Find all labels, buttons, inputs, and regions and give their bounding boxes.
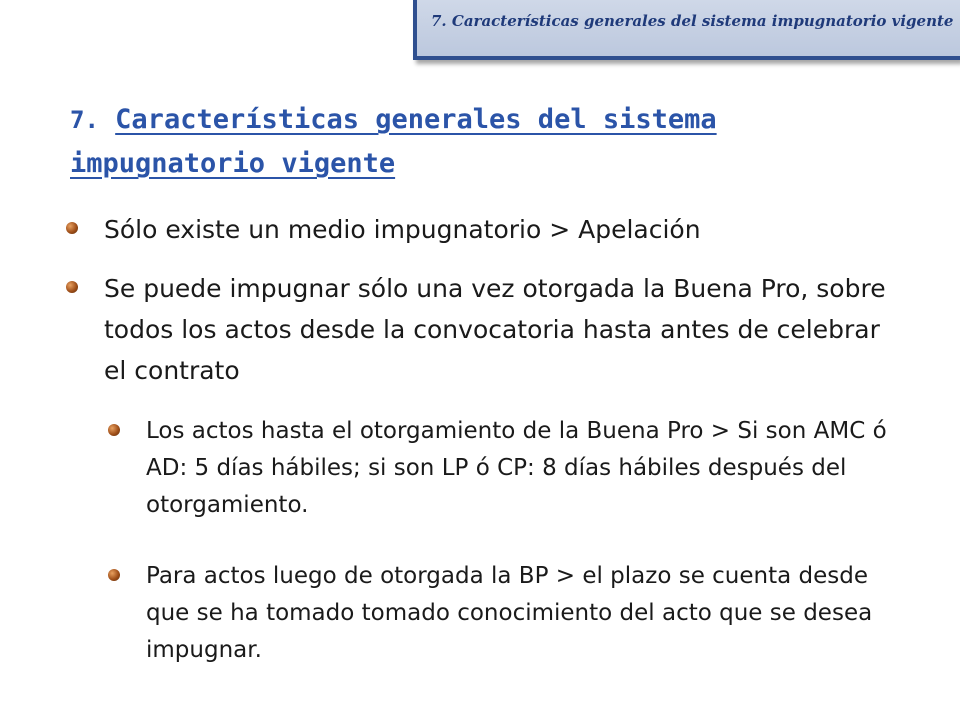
section-number: 7. — [70, 106, 99, 134]
sub-bullet-text: Para actos luego de otorgada la BP > el plazo se cuenta desde que se ha tomado tomado conocimiento del acto que se desea impugnar. — [146, 563, 873, 663]
section-title: Características generales del sistema impugnatorio vigente — [70, 104, 717, 179]
sub-bullet-item — [108, 558, 898, 669]
header-banner — [413, 0, 960, 60]
bullet-icon — [108, 424, 120, 436]
bullet-icon — [108, 569, 120, 581]
bullet-item — [66, 268, 896, 391]
banner-title: 7. Características generales del sistema impugnatorio vigente — [431, 12, 954, 30]
sub-bullet-text: Los actos hasta el otorgamiento de la Buena Pro > Si son AMC ó AD: 5 días hábiles; si son LP ó CP: 8 días hábiles después del otorgamiento. — [146, 418, 887, 518]
bullet-item — [66, 209, 896, 250]
bullet-text: Sólo existe un medio impugnatorio > Apelación — [104, 215, 701, 244]
bullet-text: Se puede impugnar sólo una vez otorgada la Buena Pro, sobre todos los actos desde la convocatoria hasta antes de celebrar el contrato — [104, 274, 886, 385]
sub-bullet-item — [108, 413, 898, 524]
bullet-icon — [66, 281, 78, 293]
bullet-icon — [66, 222, 78, 234]
section-heading — [70, 98, 870, 186]
